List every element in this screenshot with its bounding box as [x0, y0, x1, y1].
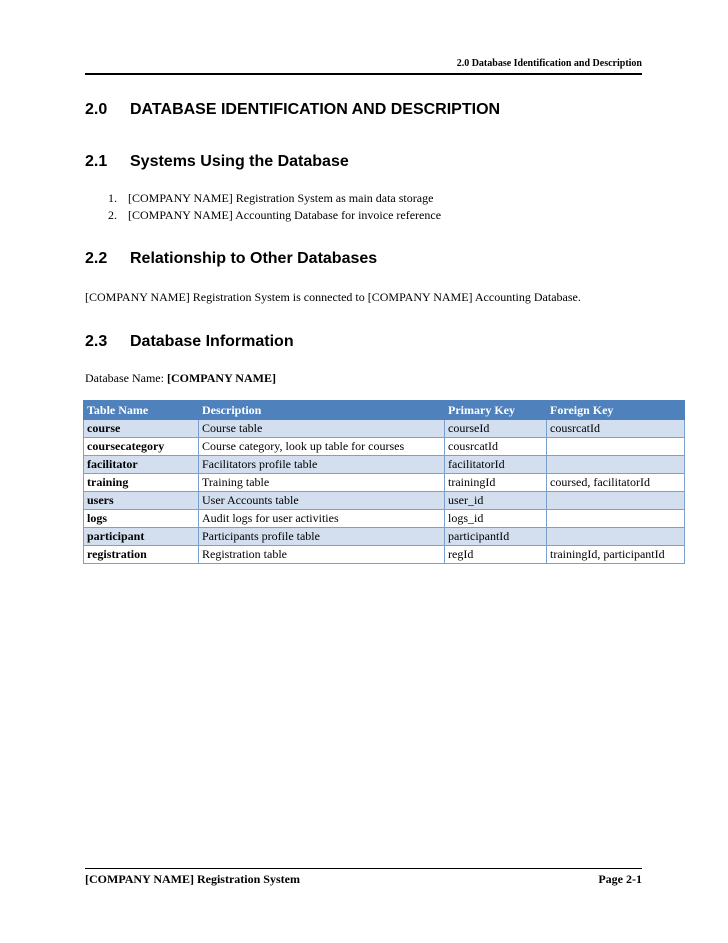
- cell-foreign-key: [547, 456, 685, 474]
- database-name-value: [COMPANY NAME]: [166, 371, 276, 385]
- cell-primary-key: logs_id: [445, 510, 547, 528]
- section-number: 2.3: [85, 333, 108, 350]
- table-row: [84, 528, 685, 546]
- column-header-table-name: Table Name: [84, 401, 199, 420]
- section-title: Database Information: [130, 333, 294, 350]
- table-header-row: [84, 401, 685, 420]
- database-name-label: Database Name:: [85, 371, 164, 385]
- cell-table-name: users: [84, 492, 199, 510]
- table-row: [84, 456, 685, 474]
- column-header-primary-key: Primary Key: [445, 401, 547, 420]
- cell-foreign-key: trainingId, participantId: [547, 546, 685, 564]
- running-header: 2.0 Database Identification and Description: [456, 58, 642, 69]
- cell-description: Registration table: [199, 546, 445, 564]
- section-heading-2-3: [85, 333, 294, 351]
- table-row: [84, 420, 685, 438]
- database-name-line: [85, 371, 276, 386]
- section-title: Systems Using the Database: [130, 153, 349, 170]
- cell-primary-key: cousrcatId: [445, 438, 547, 456]
- cell-primary-key: participantId: [445, 528, 547, 546]
- cell-table-name: facilitator: [84, 456, 199, 474]
- cell-table-name: logs: [84, 510, 199, 528]
- cell-description: Training table: [199, 474, 445, 492]
- cell-foreign-key: cousrcatId: [547, 420, 685, 438]
- section-heading-2-0: [85, 101, 500, 119]
- cell-table-name: coursecategory: [84, 438, 199, 456]
- systems-list: [108, 190, 441, 224]
- table-row: [84, 492, 685, 510]
- cell-primary-key: regId: [445, 546, 547, 564]
- header-rule: [85, 73, 642, 75]
- table-row: [84, 546, 685, 564]
- cell-foreign-key: [547, 528, 685, 546]
- cell-table-name: course: [84, 420, 199, 438]
- cell-table-name: participant: [84, 528, 199, 546]
- cell-description: User Accounts table: [199, 492, 445, 510]
- cell-description: Course table: [199, 420, 445, 438]
- cell-table-name: training: [84, 474, 199, 492]
- relationship-paragraph: [COMPANY NAME] Registration System is connected to [COMPANY NAME] Accounting Database.: [85, 290, 581, 304]
- page-number: Page 2-1: [598, 872, 642, 886]
- cell-primary-key: courseId: [445, 420, 547, 438]
- section-title: DATABASE IDENTIFICATION AND DESCRIPTION: [130, 101, 501, 118]
- table-row: [84, 474, 685, 492]
- cell-description: Course category, look up table for courses: [199, 438, 445, 456]
- table-row: [84, 510, 685, 528]
- section-heading-2-1: [85, 153, 349, 171]
- cell-primary-key: user_id: [445, 492, 547, 510]
- cell-foreign-key: [547, 510, 685, 528]
- list-text: [COMPANY NAME] Accounting Database for invoice reference: [128, 208, 442, 222]
- section-number: 2.2: [85, 250, 108, 267]
- list-item: [108, 207, 441, 224]
- cell-primary-key: trainingId: [445, 474, 547, 492]
- cell-primary-key: facilitatorId: [445, 456, 547, 474]
- footer-title: [COMPANY NAME] Registration System: [85, 872, 300, 886]
- cell-table-name: registration: [84, 546, 199, 564]
- cell-foreign-key: coursed, facilitatorId: [547, 474, 685, 492]
- list-number: 2.: [108, 208, 117, 222]
- list-item: [108, 190, 441, 207]
- list-text: [COMPANY NAME] Registration System as main data storage: [128, 191, 434, 205]
- cell-foreign-key: [547, 492, 685, 510]
- cell-foreign-key: [547, 438, 685, 456]
- section-title: Relationship to Other Databases: [130, 250, 378, 267]
- cell-description: Facilitators profile table: [199, 456, 445, 474]
- cell-description: Participants profile table: [199, 528, 445, 546]
- section-heading-2-2: [85, 250, 377, 268]
- list-number: 1.: [108, 191, 117, 205]
- section-number: 2.1: [85, 153, 108, 170]
- table-row: [84, 438, 685, 456]
- section-number: 2.0: [85, 101, 108, 118]
- database-tables-table: [83, 400, 685, 564]
- column-header-foreign-key: Foreign Key: [547, 401, 685, 420]
- footer-rule: [85, 868, 642, 869]
- cell-description: Audit logs for user activities: [199, 510, 445, 528]
- column-header-description: Description: [199, 401, 445, 420]
